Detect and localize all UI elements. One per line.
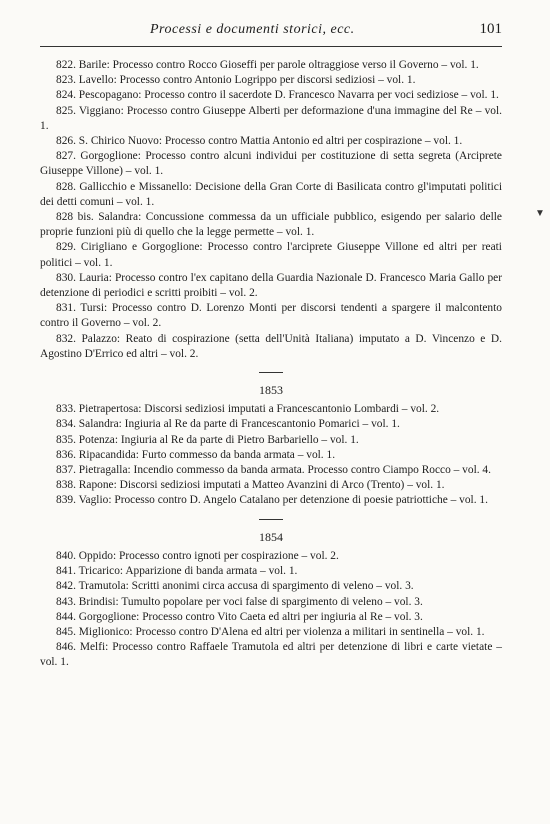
entry-place: Tricarico: <box>78 565 124 578</box>
header-rule <box>40 46 502 47</box>
entry-number: 823. <box>56 74 76 87</box>
entry-description: Tumulto popolare per voci false di spargimento di veleno – vol. 3. <box>121 595 423 608</box>
archive-entry <box>40 301 502 331</box>
entry-number: 824. <box>56 89 76 102</box>
entry-description: Furto commesso da banda armata – vol. 1. <box>141 448 336 461</box>
entry-place: Oppido: <box>78 549 117 562</box>
entry-place: Potenza: <box>78 433 119 446</box>
entry-description: Processo contro alcuni individui per costituzione di setta segreta (Arciprete Giuseppe Villone) – vol. 1. <box>40 150 502 178</box>
archive-entry <box>40 417 502 432</box>
entry-description: Decisione della Gran Corte di Basilicata contro gl'imputati politici dei detti comuni – vol. 1. <box>40 180 502 208</box>
entry-place: S. Chirico Nuovo: <box>78 135 163 148</box>
entry-description: Processo contro Giuseppe Alberti per deformazione d'una immagine del Re – vol. 1. <box>40 104 502 132</box>
archive-entry <box>40 463 502 478</box>
archive-entry <box>40 104 502 134</box>
archive-entry <box>40 271 502 301</box>
entry-number: 836. <box>56 448 76 461</box>
entry-place: Salandra: <box>78 418 122 431</box>
year-heading: 1854 <box>259 529 283 544</box>
entry-number: 846. <box>56 641 76 654</box>
entry-number: 828 bis. <box>56 211 94 224</box>
entry-number: 832. <box>56 332 76 345</box>
entry-place: Tursi: <box>80 302 108 315</box>
archive-entry <box>40 625 502 640</box>
archive-entry <box>40 240 502 270</box>
entry-place: Gallicchio e Missanello: <box>79 180 192 193</box>
entry-number: 834. <box>56 418 76 431</box>
entry-number: 828. <box>56 180 76 193</box>
entry-place: Lauria: <box>79 271 112 284</box>
entry-number: 842. <box>56 580 76 593</box>
entry-description: Processo contro l'ex capitano della Guardia Nazionale D. Francesco Maria Gallo per detenzione di periodici e scritti proibiti – vol. 2. <box>40 271 502 300</box>
archive-entry <box>40 180 502 210</box>
entry-number: 835. <box>56 433 76 446</box>
archive-entry <box>40 493 502 508</box>
entry-description: Processo contro ignoti per cospirazione – vol. 2. <box>119 549 339 562</box>
entry-number: 844. <box>56 610 76 623</box>
section-separator <box>259 372 283 373</box>
entry-description: Processo contro D'Alena ed altri per violenza a militari in sentinella – vol. 1. <box>135 625 485 638</box>
margin-mark: ▼ <box>535 208 545 219</box>
entry-place: Melfi: <box>79 641 109 654</box>
entry-number: 845. <box>56 625 76 638</box>
entry-place: Vaglio: <box>78 494 112 507</box>
entry-number: 825. <box>56 104 76 117</box>
page-number: 101 <box>479 21 502 37</box>
entry-number: 833. <box>56 403 76 416</box>
archive-entry <box>40 149 502 179</box>
entry-place: Salandra: <box>98 211 142 224</box>
archive-entry <box>40 610 502 625</box>
archive-entry <box>40 433 502 448</box>
archive-entry <box>40 579 502 594</box>
year-heading: 1853 <box>259 383 283 398</box>
entry-number: 839. <box>56 494 76 507</box>
entry-place: Miglionico: <box>78 625 133 638</box>
entry-number: 841. <box>56 565 76 578</box>
entry-description: Processo contro l'arciprete Giuseppe Villone ed altri per reati politici – vol. 1. <box>40 241 502 269</box>
archive-entry <box>40 88 502 103</box>
entry-place: Gorgoglione: <box>78 610 140 623</box>
entry-number: 826. <box>56 135 76 148</box>
entry-description: Processo contro il sacerdote D. Francesco Navarra per voci sediziose – vol. 1. <box>144 89 499 102</box>
archive-entry <box>40 332 502 362</box>
entry-description: Apparizione di banda armata – vol. 1. <box>125 565 298 578</box>
archive-entry <box>40 564 502 579</box>
archive-entry <box>40 478 502 493</box>
entry-description: Processo contro Rocco Gioseffi per parole oltraggiose verso il Governo – vol. 1. <box>112 59 479 71</box>
entry-place: Pietragalla: <box>78 464 131 477</box>
entry-place: Palazzo: <box>81 332 121 345</box>
entry-place: Barile: <box>78 59 110 71</box>
entry-number: 822. <box>56 59 76 71</box>
entry-place: Tramutola: <box>78 580 129 593</box>
entry-place: Pietrapertosa: <box>78 403 142 416</box>
entry-description: Incendio commesso da banda armata. Processo contro Ciampo Rocco – vol. 4. <box>133 464 491 477</box>
entry-description: Processo contro D. Lorenzo Monti per discorsi tendenti a spargere il malcontento contro il Governo – vol. 2. <box>40 302 502 330</box>
archive-entry <box>40 549 502 564</box>
entry-place: Brindisi: <box>78 595 119 608</box>
page-header <box>40 20 502 44</box>
entry-place: Pescopagano: <box>78 89 142 102</box>
entry-description: Ingiuria al Re da parte di Francescantonio Pomarici – vol. 1. <box>124 418 400 431</box>
archive-entry <box>40 448 502 463</box>
entry-description: Concussione commessa da un ufficiale pubblico, esigendo per salario delle proprie funzioni più di quello che la legge permette – vol. 1. <box>40 211 502 239</box>
entry-description: Discorsi sediziosi imputati a Francescantonio Lombardi – vol. 2. <box>144 403 440 416</box>
entry-number: 827. <box>56 150 76 163</box>
entry-description: Reato di cospirazione (setta dell'Unità Italiana) imputato a D. Vincenzo e D. Agostino D'Errico ed altri – vol. 2. <box>40 332 502 360</box>
entry-number: 829. <box>56 241 76 254</box>
entry-number: 843. <box>56 595 76 608</box>
entry-description: Processo contro Mattia Antonio ed altri per cospirazione – vol. 1. <box>164 135 463 148</box>
entry-place: Gorgoglione: <box>80 150 141 163</box>
archive-entry <box>40 58 502 73</box>
entry-description: Ingiuria al Re da parte di Pietro Barbariello – vol. 1. <box>120 433 359 446</box>
running-title: Processi e documenti storici, ecc. <box>150 22 355 37</box>
entry-number: 838. <box>56 479 76 492</box>
section-separator <box>259 519 283 520</box>
entry-description: Processo contro D. Angelo Catalano per detenzione di poesie patriottiche – vol. 1. <box>114 494 488 507</box>
entry-place: Cirigliano e Gorgoglione: <box>80 241 203 254</box>
archive-entry <box>40 402 502 417</box>
entry-number: 830. <box>56 271 76 284</box>
entry-place: Rapone: <box>78 479 117 492</box>
entry-description: Processo contro Antonio Logrippo per discorsi sediziosi – vol. 1. <box>119 74 416 87</box>
archive-entry <box>40 210 502 240</box>
archive-entry <box>40 640 502 670</box>
entry-number: 831. <box>56 302 76 315</box>
entry-place: Lavello: <box>78 74 117 87</box>
archive-entry <box>40 134 502 149</box>
entry-description: Processo contro Raffaele Tramutola ed altri per detenzione di libri e carte vietate – vol. 1. <box>40 641 502 669</box>
entry-description: Processo contro Vito Caeta ed altri per ingiuria al Re – vol. 3. <box>142 610 423 623</box>
entry-number: 840. <box>56 549 76 562</box>
entry-description: Discorsi sediziosi imputati a Matteo Avanzini di Arco (Trento) – vol. 1. <box>119 479 445 492</box>
archive-entry <box>40 73 502 88</box>
entry-description: Scritti anonimi circa accusa di spargimento di veleno – vol. 3. <box>131 580 414 593</box>
entry-place: Viggiano: <box>78 104 124 117</box>
entry-place: Ripacandida: <box>78 448 139 461</box>
archive-entry <box>40 595 502 610</box>
entry-number: 837. <box>56 464 76 477</box>
document-body <box>40 58 502 671</box>
